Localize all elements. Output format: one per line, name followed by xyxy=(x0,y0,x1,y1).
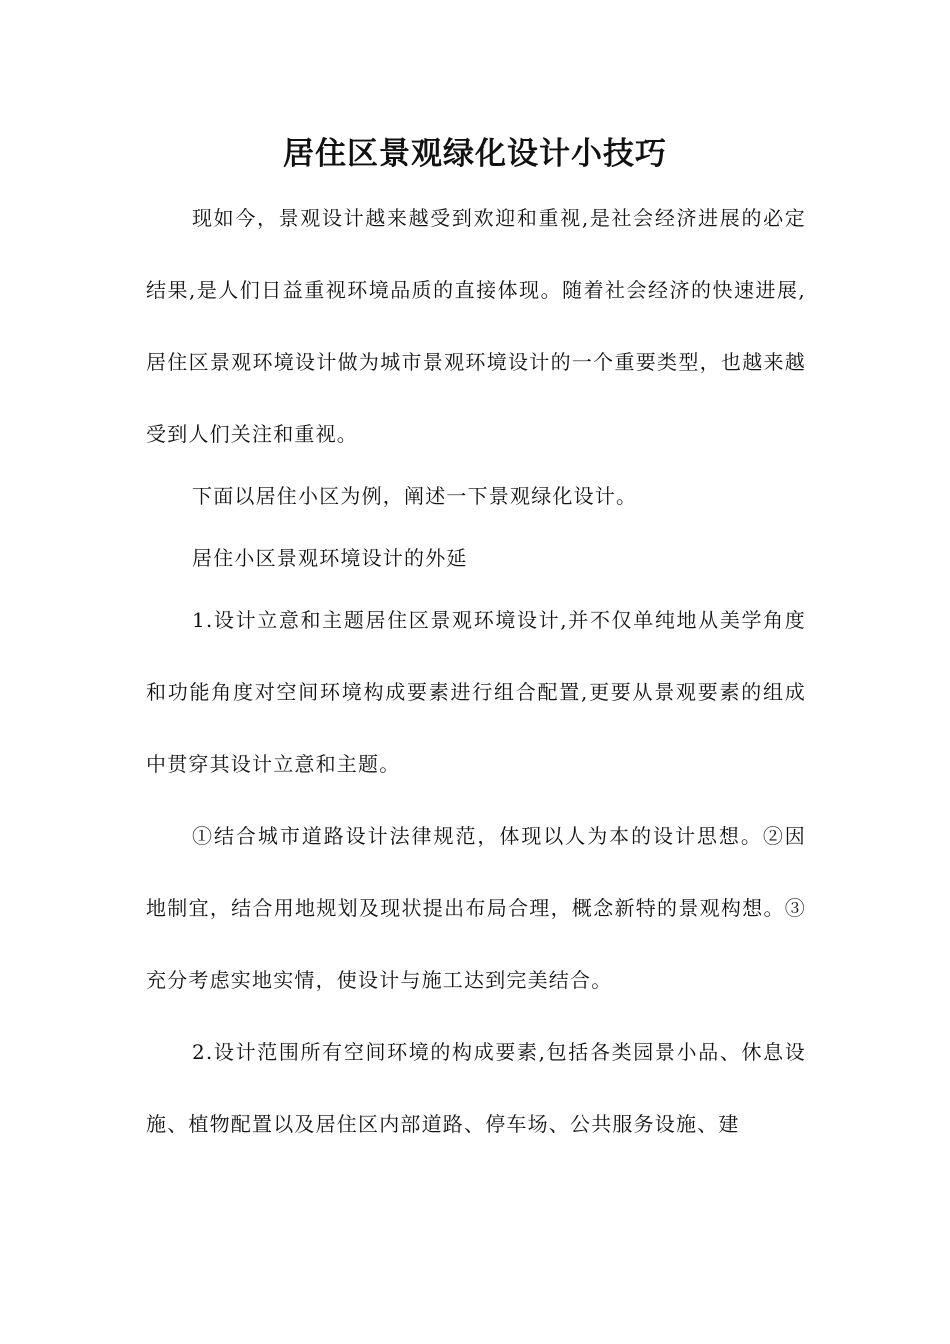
paragraph-intro: 现如今，景观设计越来越受到欢迎和重视,是社会经济进展的必定结果,是人们日益重视环境品质的直接体现。随着社会经济的快速进展,居住区景观环境设计做为城市景观环境设计的一个重要类型，也越来越受到人们关注和重视。 xyxy=(146,206,806,446)
document-title: 居住区景观绿化设计小技巧 xyxy=(283,136,667,172)
paragraph-example: 下面以居住小区为例，阐述一下景观绿化设计。 xyxy=(192,484,638,508)
paragraph-heading-extension: 居住小区景观环境设计的外延 xyxy=(192,546,468,570)
paragraph-design-scope: 2.设计范围所有空间环境的构成要素,包括各类园景小品、休息设施、植物配置以及居住区内部道路、停车场、公共服务设施、建 xyxy=(146,1040,806,1136)
paragraph-principles: ①结合城市道路设计法律规范，体现以人为本的设计思想。②因地制宜，结合用地规划及现状提出布局合理，概念新特的景观构想。③充分考虑实地实情，使设计与施工达到完美结合。 xyxy=(146,824,806,992)
document-body xyxy=(146,182,806,1160)
paragraph-design-theme: 1.设计立意和主题居住区景观环境设计,并不仅单纯地从美学角度和功能角度对空间环境构成要素进行组合配置,更要从景观要素的组成中贯穿其设计立意和主题。 xyxy=(146,608,806,776)
